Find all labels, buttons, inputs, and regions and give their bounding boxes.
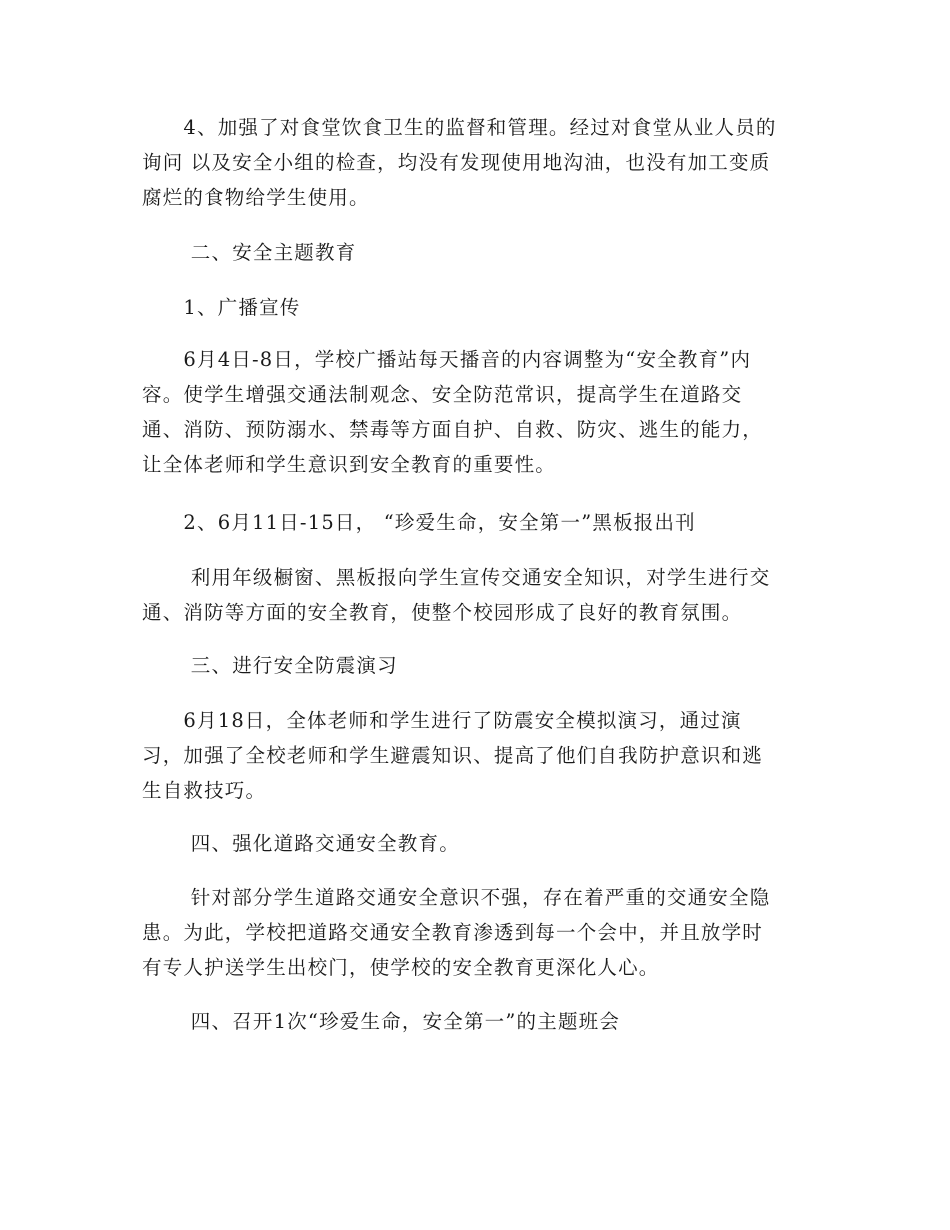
- paragraph-earthquake-drill: [142, 703, 817, 808]
- text-line: 患。为此，学校把道路交通安全教育渗透到每一个会中，并且放学时: [142, 921, 764, 944]
- text-line: 针对部分学生道路交通安全意识不强，存在着严重的交通安全隐: [142, 886, 771, 909]
- heading-class-meeting: [142, 1004, 817, 1039]
- heading-safety-theme-education: [142, 235, 817, 270]
- text-line: 容。使学生增强交通法制观念、安全防范常识，提高学生在道路交: [142, 383, 743, 406]
- paragraph-blackboard: [142, 560, 817, 630]
- heading-broadcast: [142, 290, 817, 325]
- text-line: 2、6月11日-15日， “珍爱生命，安全第一”黑板报出刊: [142, 511, 696, 534]
- text-line: 4、加强了对食堂饮食卫生的监督和管理。经过对食堂从业人员的: [142, 116, 777, 139]
- text-line: 四、强化道路交通安全教育。: [142, 832, 460, 855]
- text-line: 习，加强了全校老师和学生避震知识、提高了他们自我防护意识和逃: [142, 744, 764, 767]
- text-line: 生自救技巧。: [142, 779, 267, 802]
- heading-earthquake-drill: [142, 648, 817, 683]
- heading-road-traffic: [142, 826, 817, 861]
- text-line: 三、进行安全防震演习: [142, 654, 398, 677]
- text-line: 通、消防、预防溺水、禁毒等方面自护、自救、防灾、逃生的能力，: [142, 418, 764, 441]
- text-line: 二、安全主题教育: [142, 241, 357, 264]
- paragraph-canteen-hygiene: [142, 110, 817, 215]
- text-line: 1、广播宣传: [142, 296, 301, 319]
- text-line: 询问 以及安全小组的检查，均没有发现使用地沟油，也没有加工变质: [142, 151, 771, 174]
- paragraph-broadcast: [142, 342, 817, 482]
- text-line: 让全体老师和学生意识到安全教育的重要性。: [142, 453, 557, 476]
- text-line: 6月18日，全体老师和学生进行了防震安全模拟演习，通过演: [142, 709, 742, 732]
- text-line: 利用年级橱窗、黑板报向学生宣传交通安全知识，对学生进行交: [142, 566, 771, 589]
- text-line: 通、消防等方面的安全教育，使整个校园形成了良好的教育氛围。: [142, 601, 743, 624]
- text-line: 6月4日-8日，学校广播站每天播音的内容调整为“安全教育”内: [142, 348, 752, 371]
- text-line: 腐烂的食物给学生使用。: [142, 186, 370, 209]
- paragraph-road-traffic: [142, 880, 817, 985]
- text-line: 有专人护送学生出校门，使学校的安全教育更深化人心。: [142, 956, 660, 979]
- heading-blackboard: [142, 505, 817, 540]
- text-line: 四、召开1次“珍爱生命，安全第一”的主题班会: [142, 1010, 621, 1033]
